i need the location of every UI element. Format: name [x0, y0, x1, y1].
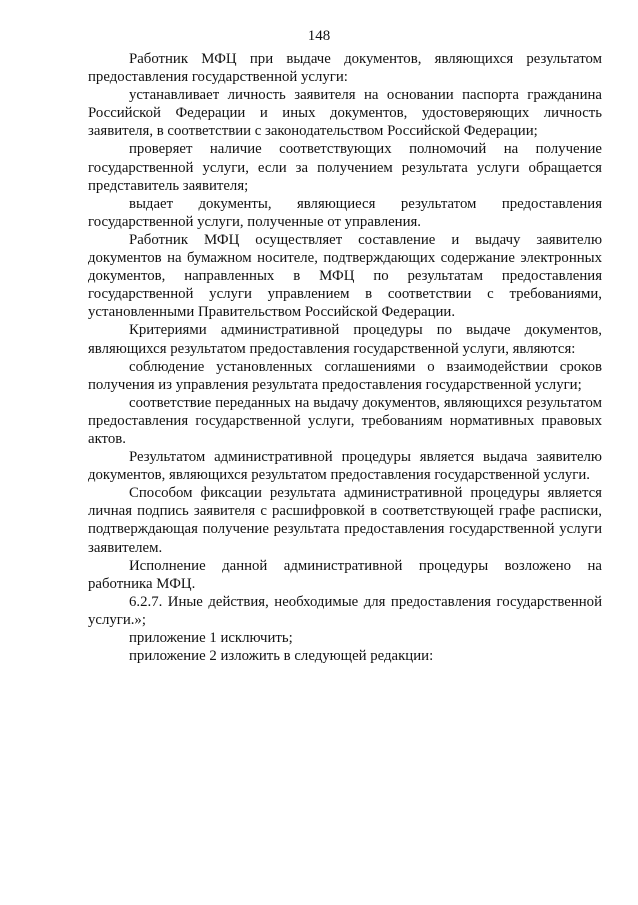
paragraph-authority-check: проверяет наличие соответствующих полномочий на получение государственной услуги, если за получением результата услуги обращается представитель заявителя; — [88, 141, 602, 194]
paragraph-appendix-2: приложение 2 изложить в следующей редакции: — [129, 648, 434, 665]
paragraph-deadlines: соблюдение установленных соглашениями о взаимодействии сроков получения из управления результата предоставления государственной услуги; — [88, 358, 602, 393]
document-body — [88, 50, 602, 665]
paragraph-paper-copies: Работник МФЦ осуществляет составление и выдачу заявителю документов на бумажном носителе, подтверждающих содержание электронных документов, направленных в МФЦ по результатам предоставления государственной услуги управлением в соответствии с требованиями, установленными Правительством Российской Федерации. — [88, 231, 602, 321]
paragraph-section-6-2-7: 6.2.7. Иные действия, необходимые для предоставления государственной услуги.»; — [88, 593, 602, 628]
paragraph-issues-documents: выдает документы, являющиеся результатом предоставления государственной услуги, полученные от управления. — [88, 195, 602, 230]
paragraph-execution: Исполнение данной административной процедуры возложено на работника МФЦ. — [88, 557, 602, 592]
paragraph-compliance: соответствие переданных на выдачу документов, являющихся результатом предоставления государственной услуги, требованиям нормативных правовых актов. — [88, 394, 602, 447]
paragraph-mfc-issuing: Работник МФЦ при выдаче документов, являющихся результатом предоставления государственной услуги: — [88, 51, 602, 86]
paragraph-fixation-method: Способом фиксации результата административной процедуры является личная подпись заявителя с расшифровкой в соответствующей графе расписки, подтверждающая получение результата предоставления государственной услуги заявителем. — [88, 485, 602, 556]
paragraph-appendix-1: приложение 1 исключить; — [129, 630, 293, 646]
paragraph-identity-check: устанавливает личность заявителя на основании паспорта гражданина Российской Федерации и иных документов, удостоверяющих личность заявителя, в соответствии с законодательством Российской Федерации; — [88, 87, 602, 140]
paragraph-result: Результатом административной процедуры является выдача заявителю документов, являющихся результатом предоставления государственной услуги. — [88, 449, 602, 484]
page-number: 148 — [307, 28, 331, 44]
paragraph-criteria: Критериями административной процедуры по выдаче документов, являющихся результатом предоставления государственной услуги, являются: — [88, 322, 602, 357]
